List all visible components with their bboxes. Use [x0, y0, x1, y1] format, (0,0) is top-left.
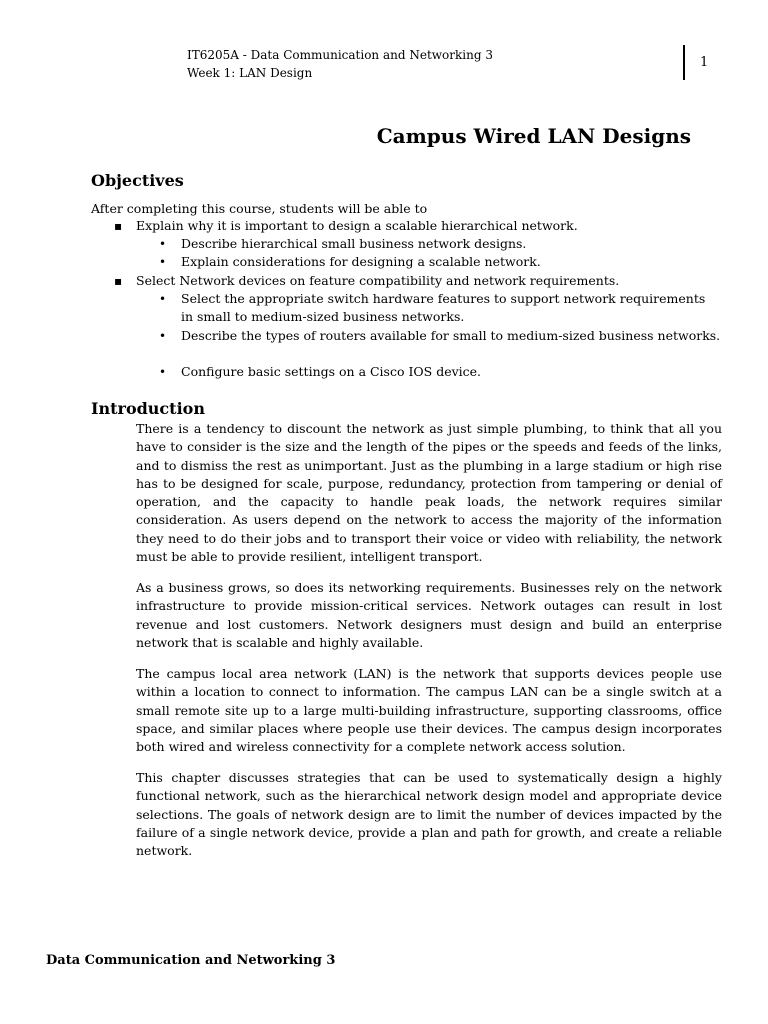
- objectives-heading: Objectives: [91, 171, 184, 190]
- sub-objective-item: [159, 327, 721, 345]
- page-footer: Data Communication and Networking 3: [46, 953, 336, 968]
- sub-objective-text: Describe hierarchical small business network designs.: [181, 236, 527, 251]
- objective-item: [114, 217, 716, 235]
- sub-objective-item: [159, 235, 721, 253]
- square-bullet-icon: ▪: [114, 219, 123, 233]
- round-bullet-icon: •: [159, 292, 167, 306]
- introduction-heading: Introduction: [91, 399, 205, 418]
- round-bullet-icon: •: [159, 365, 167, 379]
- sub-objective-item: [159, 253, 721, 271]
- round-bullet-icon: •: [159, 255, 167, 269]
- course-title: IT6205A - Data Communication and Networking 3: [187, 48, 493, 62]
- round-bullet-icon: •: [159, 329, 167, 343]
- paragraph: This chapter discusses strategies that can be used to systematically design a highly functional network, such as the hierarchical network design model and appropriate device selections. The goals of network design are to limit the number of devices impacted by the failure of a single network device, provide a plan and path for growth, and create a reliable network.: [136, 770, 722, 859]
- sub-objective-text: Describe the types of routers available for small to medium-sized business networks.: [181, 328, 721, 343]
- paragraph: There is a tendency to discount the network as just simple plumbing, to think that all you have to consider is the size and the length of the pipes or the speeds and feeds of the links, and to dismiss the rest as unimportant. Just as the plumbing in a large stadium or high rise has to be designed for scale, purpose, redundancy, protection from tampering or denial of operation, and the capacity to handle peak loads, the network requires similar consideration. As users depend on the network to access the majority of the information they need to do their jobs and to transport their voice or video with reliability, the network must be able to provide resilient, intelligent transport.: [136, 421, 722, 565]
- square-bullet-icon: ▪: [114, 274, 123, 288]
- sub-objective-item: [159, 363, 721, 381]
- round-bullet-icon: •: [159, 237, 167, 251]
- sub-objective-text: Select the appropriate switch hardware features to support network requirements in small to medium-sized business networks.: [181, 291, 706, 324]
- objective-text: Select Network devices on feature compatibility and network requirements.: [136, 273, 620, 288]
- objective-item: [114, 272, 716, 290]
- paragraph: As a business grows, so does its networking requirements. Businesses rely on the network infrastructure to provide mission-critical services. Network outages can result in lost revenue and lost customers. Network designers must design and build an enterprise network that is scalable and highly available.: [136, 580, 722, 650]
- objectives-intro: After completing this course, students will be able to: [91, 201, 428, 216]
- document-title: Campus Wired LAN Designs: [376, 124, 691, 148]
- page-number: 1: [700, 55, 709, 70]
- sub-objective-text: Explain considerations for designing a scalable network.: [181, 254, 541, 269]
- objective-text: Explain why it is important to design a scalable hierarchical network.: [136, 218, 578, 233]
- paragraph: The campus local area network (LAN) is the network that supports devices people use within a location to connect to information. The campus LAN can be a single switch at a small remote site up to a large multi-building infrastructure, supporting classrooms, office space, and similar places where people use their devices. The campus design incorporates both wired and wireless connectivity for a complete network access solution.: [136, 666, 722, 755]
- sub-objective-item: [159, 290, 721, 326]
- header-divider: [683, 45, 685, 80]
- sub-objective-text: Configure basic settings on a Cisco IOS device.: [181, 364, 482, 379]
- week-title: Week 1: LAN Design: [187, 66, 313, 80]
